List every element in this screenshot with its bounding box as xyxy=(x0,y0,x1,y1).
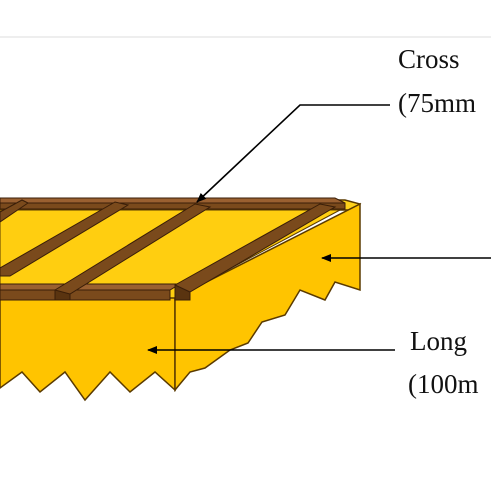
long-label-line1: Long xyxy=(410,326,467,356)
rear-rail-side xyxy=(0,203,345,209)
cross-label-line1: Cross xyxy=(398,44,460,74)
front-rail xyxy=(0,284,180,290)
front-face xyxy=(0,298,175,400)
cross-member-leader xyxy=(197,105,390,202)
long-label-line2: (100m xyxy=(408,369,479,399)
rear-rail xyxy=(0,198,345,203)
front-rail-side xyxy=(0,290,170,300)
cross-label-line2: (75mm xyxy=(398,88,476,118)
